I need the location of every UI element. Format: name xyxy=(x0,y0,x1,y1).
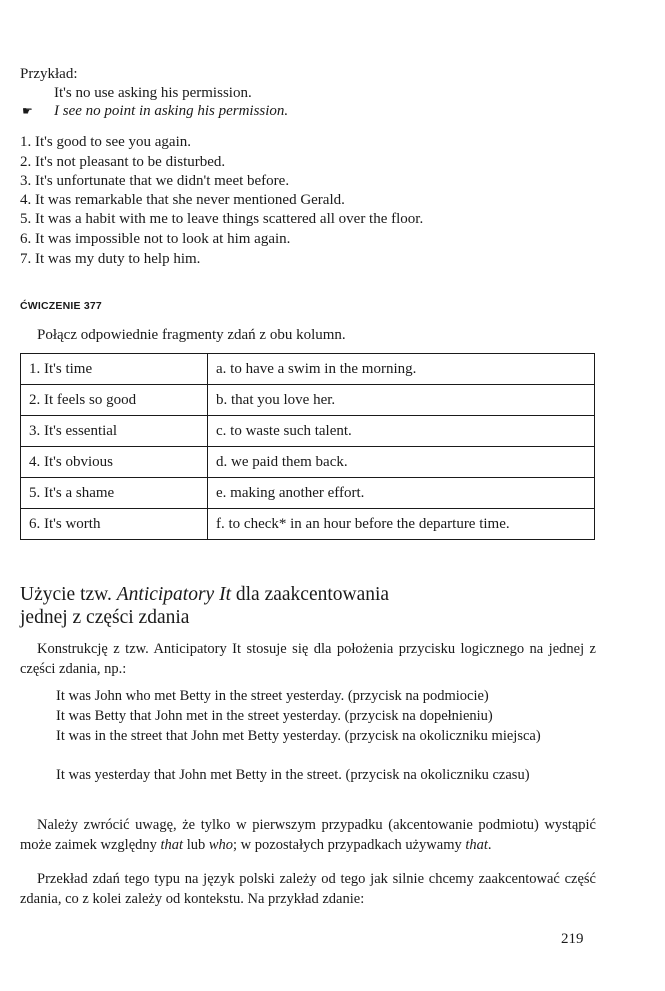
section-title-post: dla zaakcentowania xyxy=(231,584,390,605)
intro-paragraph: Konstrukcję z tzw. Anticipatory It stosuje się dla położenia przycisku logicznego na jednej z części zdania, np.: xyxy=(20,641,596,677)
right-fragment-cell: f. to check* in an hour before the departure time. xyxy=(208,509,595,540)
exercise-instruction: Połącz odpowiednie fragmenty zdań z obu kolumn. xyxy=(37,327,346,343)
anticipatory-example: It was John who met Betty in the street yesterday. (przycisk na podmiocie) xyxy=(56,688,489,704)
note-that: that xyxy=(465,837,488,853)
right-fragment-cell: e. making another effort. xyxy=(208,478,595,509)
sentence-item: 3. It's unfortunate that we didn't meet before. xyxy=(20,173,290,189)
section-title-italic: Anticipatory It xyxy=(116,584,232,605)
section-title-pre: Użycie tzw. xyxy=(20,584,117,605)
left-fragment-cell: 3. It's essential xyxy=(21,416,208,447)
anticipatory-example: It was in the street that John met Betty yesterday. (przycisk na okoliczniku miejsca) xyxy=(56,728,541,744)
table-row xyxy=(21,478,595,509)
table-row xyxy=(21,354,595,385)
example-transformed-sentence: I see no point in asking his permission. xyxy=(54,103,289,119)
table-row xyxy=(21,385,595,416)
pointing-hand-icon: ☛ xyxy=(22,104,33,118)
translation-paragraph: Przekład zdań tego typu na język polski zależy od tego jak silnie chcemy zaakcentować część zdania, co z kolei zależy od kontekstu. Na przykład zdanie: xyxy=(20,871,596,907)
section-title-line2: jednej z części zdania xyxy=(20,607,190,628)
example-label: Przykład: xyxy=(20,66,78,82)
left-fragment-cell: 6. It's worth xyxy=(21,509,208,540)
note-that: that xyxy=(160,837,184,853)
anticipatory-example: It was Betty that John met in the street yesterday. (przycisk na dopełnieniu) xyxy=(56,708,493,724)
matching-table xyxy=(20,353,595,540)
note-text: ; w pozostałych przypadkach używamy xyxy=(233,837,466,853)
right-fragment-cell: d. we paid them back. xyxy=(208,447,595,478)
note-text: . xyxy=(487,837,492,853)
section-title xyxy=(20,583,389,629)
right-fragment-cell: c. to waste such talent. xyxy=(208,416,595,447)
example-original-sentence: It's no use asking his permission. xyxy=(54,85,252,101)
left-fragment-cell: 4. It's obvious xyxy=(21,447,208,478)
sentence-item: 6. It was impossible not to look at him again. xyxy=(20,231,291,247)
note-who: who xyxy=(208,837,234,853)
table-row xyxy=(21,416,595,447)
anticipatory-example: It was yesterday that John met Betty in the street. (przycisk na okoliczniku czasu) xyxy=(56,767,530,783)
table-row xyxy=(21,447,595,478)
sentence-item: 2. It's not pleasant to be disturbed. xyxy=(20,154,226,170)
left-fragment-cell: 2. It feels so good xyxy=(21,385,208,416)
note-text: Należy zwrócić uwagę, że tylko w pierwszym przypadku (akcentowanie podmiotu) wystąpić może zaimek względny xyxy=(20,817,596,853)
exercise-heading: ĆWICZENIE 377 xyxy=(20,300,102,312)
right-fragment-cell: a. to have a swim in the morning. xyxy=(208,354,595,385)
right-fragment-cell: b. that you love her. xyxy=(208,385,595,416)
sentence-item: 7. It was my duty to help him. xyxy=(20,251,201,267)
sentence-item: 1. It's good to see you again. xyxy=(20,134,192,150)
sentence-item: 5. It was a habit with me to leave things scattered all over the floor. xyxy=(20,211,424,227)
left-fragment-cell: 1. It's time xyxy=(21,354,208,385)
table-row xyxy=(21,509,595,540)
page-number: 219 xyxy=(561,931,584,947)
note-text: lub xyxy=(183,837,209,853)
left-fragment-cell: 5. It's a shame xyxy=(21,478,208,509)
sentence-item: 4. It was remarkable that she never mentioned Gerald. xyxy=(20,192,345,208)
note-paragraph xyxy=(20,815,596,855)
